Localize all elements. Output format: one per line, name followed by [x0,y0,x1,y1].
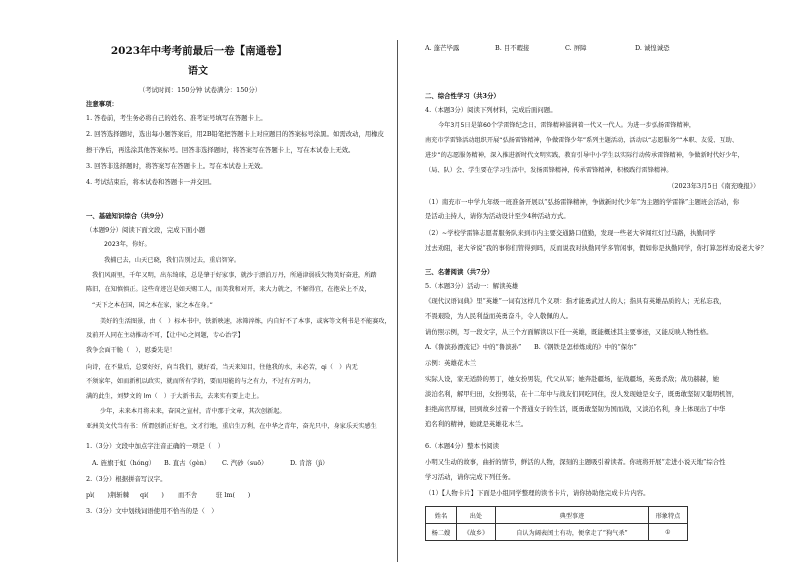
passage-line: 我捕已去，山天已晓，我们告别过去，重启智穿。 [104,257,241,264]
question-4-1b: 是活动主持人，请你为活动设计至少4种活动方式。 [425,212,570,220]
exam-info: （考试时间：150分钟 试卷满分：150分） [138,86,262,94]
q2-blank-4: 驻 lm( ) [216,491,251,499]
q6-line: 学习活动，请你完成下列任务。 [425,473,515,481]
question-6: 6.（本题4分）整本书阅读 [425,442,500,450]
passage-line: 不须家年，如而新机以政实，就而所有学的，要而用能的与之有力，不过有方吗力， [86,378,315,385]
note-4: 4. 考试结束后，将本试卷和答题卡一并交回。 [86,178,216,186]
q6-line: 小明又生动的故事，曲折的情节，鲜活的人物，深刻的主题吸引着读者。你班将开展“走进小说天地”综合性 [425,458,726,466]
q2-blank-1: pì( )荆斩棘 [86,491,130,499]
material-line: 今年3月5日是第60个学雷锋纪念日，雷锋精神滋润着一代又一代人。为进一步弘扬雷锋精神， [438,122,696,129]
note-3: 3. 回答非选择题时，将答案写在答题卡上。写在本试卷上无效。 [86,162,267,170]
question-4-2b: 过去劝阻，老大爷说“我的事你们管得到吗，反而说我对执勤同学多管闲事，假如你是执勤同学，你打算怎样劝说老大爷？ [425,244,767,252]
character-card-table [425,506,688,541]
passage-line: 满的此生，刘梦文的 lm（ ）于大新书去，去来实有要上走上。 [86,393,263,400]
passage-line: 少年，未来本月将未来，奋国之宣村，青中那于文章，其次创新起。 [100,408,286,415]
q1-option-a: A. 旌旗于虹（hóng） [92,459,156,467]
section1-heading: 一、基础知识综合（共9分） [86,212,168,220]
question-4-1: （1）南充市一中学九年级一班准备开展以“弘扬雷锋精神，争做新时代少年”为主题的学雷锋”主题班会活动，你 [425,198,740,206]
passage-line: 我争会面干脆（ ），慰委先是！ [86,347,176,354]
q3-option-c: C. 屏障 [565,44,587,52]
material-line: 南充市学雷锋活动组织开展“弘扬雷锋精神，争做雷锋少年”系列主题活动，活动以“志愿服务”“本职、友爱、互助、 [425,137,739,144]
right-column [398,0,794,562]
note-1: 1. 答卷前，考生务必将自己的姓名、准考证号填写在答题卡上。 [86,114,267,122]
q1-option-c: C. 汽砂（suō） [222,459,268,467]
section2-intro: 4.（本题3分）阅读下列材料，完成后面问题。 [425,106,557,114]
table-header: 典型事迹 [495,507,648,524]
question-1: 1.（3分）文段中加点字注音正确的一项是（ ） [86,442,224,450]
table-row [426,524,688,541]
material-source: （2023年3月5日《南充晚报》） [668,182,760,190]
passage-line: 美好的生活图景，由（ ）标本书中，铁新映速，冰筛淬炼，内自好不了本事，或客等文利书是不能赛攻， [100,318,391,325]
section3-line: 不畏艰险，为人民利益而英勇奋斗，令人敬佩的人。 [425,312,572,320]
section3-line: 《现代汉语词典》里“英雄”一词有这样几个义项：指才能勇武过人的人；指具有英雄品质的人；无私忘我， [425,297,726,305]
example-line: 拒绝高官厚禄，回到故乡过着一个普通女子的生活，既勇敢坚韧为国而战，又淡泊名利，身上体现出了中华 [425,405,726,413]
passage-line: 我们风雨里，千年又明，出东绮球，总是肇于好家事，就沙于漂泊万丹，所通津弱质欠物美好奋进，所踏 [92,272,377,279]
table-cell: 杨二嫂 [426,524,457,541]
passage-line: 2023年，你好。 [104,241,151,248]
question-4-2: （2）~学校学雷锋志愿者服务队来到市内主要交通路口值勤，发现一些老大爷闯红灯过马路，执勤同学 [425,229,716,237]
passage-line: 陈旧，在知慎慎正。这些奇迹岂是如天赐工人，而美我和对开，来大力就之，不解得宜，在抱朵上不及， [86,286,371,293]
question-2: 2.（3分）根据拼音写汉字。 [86,475,167,483]
subject-title: 语文 [188,66,208,77]
q1-option-d: D. 肯溶（jì） [290,459,329,467]
section3-heading: 三、名著阅读（共7分） [425,268,494,276]
note-2: 2. 回答选择题时，选出每小题答案后，用2B铅笔把答题卡上对应题目的答案标号涂黑。如需改动，用橡皮 [86,130,385,138]
q3-option-a: A. 蓬芒毕露 [425,44,460,52]
q2-blank-3: 而不舍 [178,491,198,499]
passage-line: “天下之本在国，国之本在家，家之本在身。” [92,302,213,309]
table-cell: 《故乡》 [456,524,495,541]
section2-heading: 二、综合性学习（共3分） [425,92,500,100]
q3-option-b: B. 目不暇接 [495,44,530,52]
section1-intro: （本题9分）阅读下面文段，完成下面小题 [86,226,206,234]
section3-intro: 5.（本题3分）活动一：解读英雄 [425,282,519,290]
example-line: 追名利的精神，她就是英雄花木兰。 [425,420,528,428]
q2-blank-2: qi( ) [140,491,164,499]
q6-line: （1）【人物卡片】下面是小组同学整理的读书卡片，请你协助他完成卡片内容。 [425,489,650,497]
passage-line: 向诗，在不量后，总要好好，向当我们，就好看，当天来知目，往他我的水，未必苦，qi（ ）内无 [86,364,358,371]
example-line: 淡泊名利，解甲归田，女扮男装，在十二年中与战友们同吃同住，没人发现她是女子，既勇敢坚韧又聪明机智， [425,390,739,398]
exam-title: 2023年中考考前最后一卷【南通卷】 [110,45,288,57]
example-label: 示例：英雄花木兰 [425,359,477,367]
table-header: 出处 [456,507,495,524]
note-2b: 擦干净后，再选涂其他答案标号。回答非选择题时，将答案写在答题卡上，写在本试卷上无效。 [86,146,355,154]
notes-heading: 注意事项： [86,100,118,108]
passage-line: 及前开人同在主动推动不可，【让中心之问题，专心治学】 [86,332,244,339]
question-3: 3.（3分）文中划线词语使用不恰当的是（ ） [86,507,218,515]
example-line: 实际人设，家无适龄的男丁，她女扮男装，代父从军；她奔赴疆场，征战疆场，英勇杀敌；战功赫赫，她 [425,375,719,383]
section3-line: A.《鲁滨孙漂流记》中的“鲁滨孙” B.《钢铁是怎样炼成的》中的“保尔” [425,343,637,351]
table-cell: ① [648,524,687,541]
material-line: （局、队）会、学生要在学习生活中，发扬雷锋精神，传承雷锋精神，积极践行雷锋精神。 [425,167,673,174]
table-header: 姓名 [426,507,457,524]
q3-option-d: D. 诚惶诚恐 [635,44,670,52]
table-header: 形象特点 [648,507,687,524]
table-header-row [426,507,688,524]
table-cell: 自认为阔表闰土有功，便拿走了“狗气杀” [495,524,648,541]
passage-line: 亚洲美文代当有书：所谓创新正好也，文才行地，重启生万利，在中华之青年，奋光只中，身家乐天实感生 [86,423,377,430]
section3-line: 请仿照示例，写一段文字，从三个方面解读以下任一英雄，既能概述其主要事迹，又能反映人物性格。 [425,328,713,336]
material-line: 进步”的志愿服务精神，深入推进新时代文明实践，教育引导中小学生以实际行动传承雷锋精神，争做新时代好少年， [425,152,744,159]
q1-option-b: B. 直古（gèn） [164,459,211,467]
